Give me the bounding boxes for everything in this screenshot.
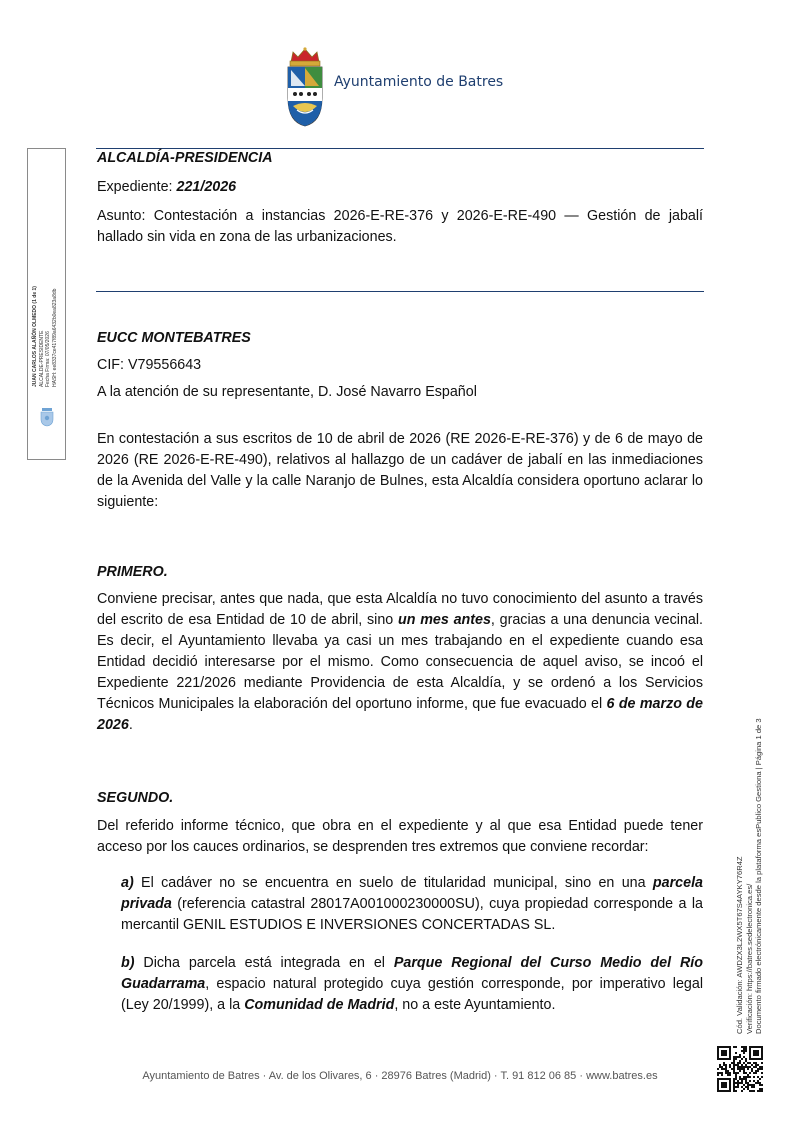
stamp-seal-icon	[38, 407, 56, 427]
point-a-text-1: El cadáver no se encuentra en suelo de titularidad municipal, sino en una	[133, 875, 653, 891]
segundo-point-b	[97, 953, 703, 1016]
asunto-paragraph: Asunto: Contestación a instancias 2026-E-RE-376 y 2026-E-RE-490 — Gestión de jabalí hallado sin vida en zona de las urbanizaciones.	[97, 208, 703, 245]
section-segundo-heading: SEGUNDO.	[97, 790, 174, 806]
section-primero-heading: PRIMERO.	[97, 564, 168, 580]
verification-text	[735, 694, 764, 1034]
point-b-text-1: Dicha parcela está integrada en el	[134, 955, 394, 971]
office-heading: ALCALDÍA-PRESIDENCIA	[97, 150, 273, 166]
signature-hash: HASH: ee8337ce417f89a6432b0ea823a8db	[51, 288, 58, 387]
validation-code: Cód. Validación: AWDZX3L2WX5T67S4AYKY76R4Z	[735, 856, 744, 1034]
section-primero-paragraph	[97, 589, 703, 736]
header-org-name: Ayuntamiento de Batres	[334, 74, 504, 90]
signature-stamp	[27, 148, 66, 460]
recipient-cif: CIF: V79556643	[97, 357, 202, 373]
verification-url: Verificación: https://batres.sedelectronica.es/	[744, 883, 754, 1034]
primero-emphasis-2: 6 de marzo de 2026	[97, 696, 703, 733]
municipal-crest-logo	[285, 46, 325, 128]
signer-role: ALCALDE-PRESIDENTE	[38, 330, 45, 387]
expediente-line	[97, 177, 703, 198]
primero-text-2: , gracias a una denuncia vecinal. Es decir, el Ayuntamiento llevaba ya casi un mes trabajando en el expediente cuando esa Entidad decidió interesarse por el mismo. Como consecuencia de aquel aviso, se incoó el Expediente 221/2026 mediante Providencia de esta Alcaldía, y se ordenó a los Servicios Técnicos Municipales la elaboración del oportuno informe, que fue evacuado el	[97, 612, 704, 712]
point-b-text-3: , no a este Ayuntamiento.	[394, 997, 556, 1013]
primero-emphasis-1: un mes antes	[398, 612, 491, 628]
segundo-point-a	[97, 873, 703, 936]
signature-stamp-text	[32, 157, 58, 387]
point-a-emphasis: parcela privada	[121, 875, 703, 912]
page-footer: Ayuntamiento de Batres · Av. de los Olivares, 6 · 28976 Batres (Madrid) · T. 91 812 06 85 · www.batres.es	[142, 1070, 658, 1082]
expediente-number: 221/2026	[176, 179, 237, 195]
middle-divider	[96, 291, 704, 292]
point-a-label: a)	[121, 875, 134, 891]
section-segundo-intro: Del referido informe técnico, que obra en el expediente y al que esa Entidad puede tener acceso por los cauces ordinarios, se desprenden tres extremos que conviene recordar:	[97, 818, 703, 855]
point-b-emphasis-2: Comunidad de Madrid	[244, 997, 395, 1013]
primero-text-3: .	[128, 717, 133, 733]
point-b-text-2: , espacio natural protegido cuya gestión corresponde, por imperativo legal (Ley 20/1999), a la	[121, 976, 703, 1013]
point-a-text-2: (referencia catastral 28017A001000230000SU), cuya propiedad corresponde a la mercantil GENIL ESTUDIOS E INVERSIONES CONCERTADAS SL.	[121, 896, 703, 933]
signer-name: JUAN CARLOS ALAÑÓN OLMEDO (1 de 1)	[32, 286, 38, 387]
point-b-emphasis-1: Parque Regional del Curso Medio del Río Guadarrama	[121, 955, 703, 992]
qr-code[interactable]	[717, 1046, 763, 1092]
intro-paragraph: En contestación a sus escritos de 10 de abril de 2026 (RE 2026-E-RE-376) y de 6 de mayo de 2026 (RE 2026-E-RE-490), relativos al hallazgo de un cadáver de jabalí en las inmediaciones de la Avenida del Valle y la calle Naranjo de Bulnes, esta Alcaldía considera oportuno aclarar lo siguiente:	[97, 431, 703, 510]
expediente-label: Expediente:	[97, 179, 177, 195]
signature-date: Fecha Firma: 07/05/2026	[45, 331, 51, 387]
recipient-name: EUCC MONTEBATRES	[97, 330, 251, 346]
signed-platform-page: Documento firmado electrónicamente desde la plataforma esPublico Gestiona | Página 1 de 3	[754, 718, 763, 1034]
recipient-attention: A la atención de su representante, D. José Navarro Español	[97, 384, 477, 400]
point-b-label: b)	[121, 955, 135, 971]
primero-text-1: Conviene precisar, antes que nada, que esta Alcaldía no tuvo conocimiento del asunto a través del escrito de esa Entidad de 10 de abril, sino	[97, 591, 703, 628]
